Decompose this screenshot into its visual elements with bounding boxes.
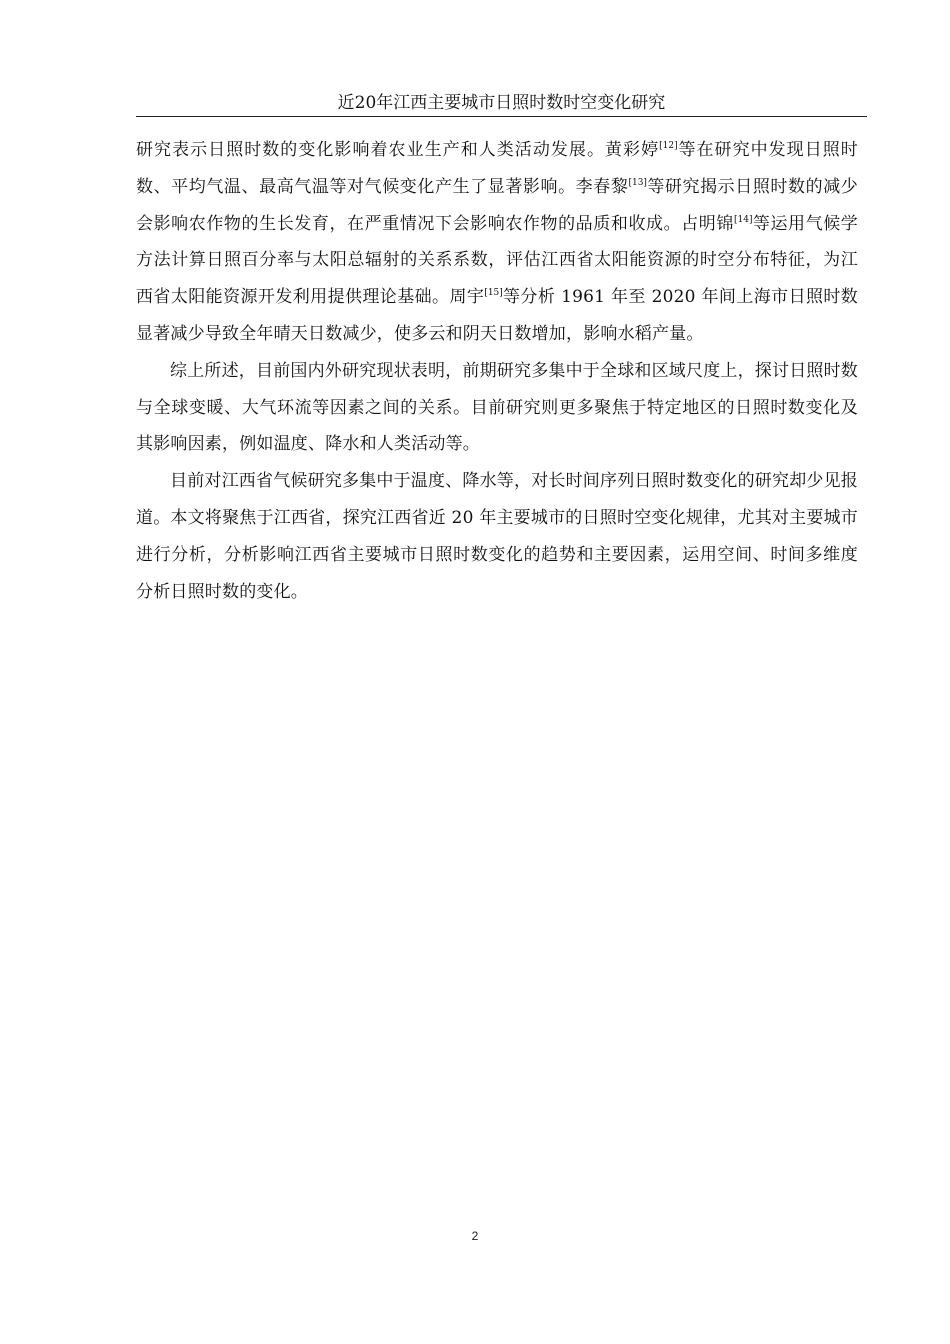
header-rule xyxy=(136,116,867,117)
paragraph-literature-review xyxy=(136,132,858,353)
citation-ref: [14] xyxy=(733,214,753,225)
paragraph-research-aim: 目前对江西省气候研究多集中于温度、降水等，对长时间序列日照时数变化的研究却少见报道。本文将聚焦于江西省，探究江西省近 20 年主要城市的日照时空变化规律，尤其对主要城市进行分析，分析影响江西省主要城市日照时数变化的趋势和主要因素，运用空间、时间多维度分析日照时数的变化。 xyxy=(136,471,858,602)
citation-ref: [12] xyxy=(659,141,678,151)
paragraph-text: 研究表示日照时数的变化影响着农业生产和人类活动发展。黄彩婷 xyxy=(136,140,660,160)
paragraph-text: 等运用气候学方法计算日照百分率与太阳总辐射的关系系数，评估江西省太阳能资源的时空分布特征，为江西省太阳能资源开发利用提供理论基础。周宇 xyxy=(136,213,858,308)
paragraph-text: 等分析 1961 年至 2020 年间上海市日照时数显著减少导致全年晴天日数减少，使多云和阴天日数增加，影响水稻产量。 xyxy=(136,287,859,344)
body-text xyxy=(136,132,858,610)
page-number: 2 xyxy=(471,1229,479,1243)
citation-ref: [15] xyxy=(484,288,503,299)
citation-ref: [13] xyxy=(628,177,647,188)
paragraph-text: 等研究揭示日照时数的减少会影响农作物的生长发育，在严重情况下会影响农作物的品质和收成。占明锦 xyxy=(136,176,858,234)
paragraph-summary: 综上所述，目前国内外研究现状表明，前期研究多集中于全球和区域尺度上，探讨日照时数与全球变暖、大气环流等因素之间的关系。目前研究则更多聚焦于特定地区的日照时数变化及其影响因素，例如温度、降水和人类活动等。 xyxy=(136,360,858,455)
paragraph-text: 等在研究中发现日照时数、平均气温、最高气温等对气候变化产生了显著影响。李春黎 xyxy=(136,140,858,197)
running-header: 近20年江西主要城市日照时数时空变化研究 xyxy=(337,93,666,113)
